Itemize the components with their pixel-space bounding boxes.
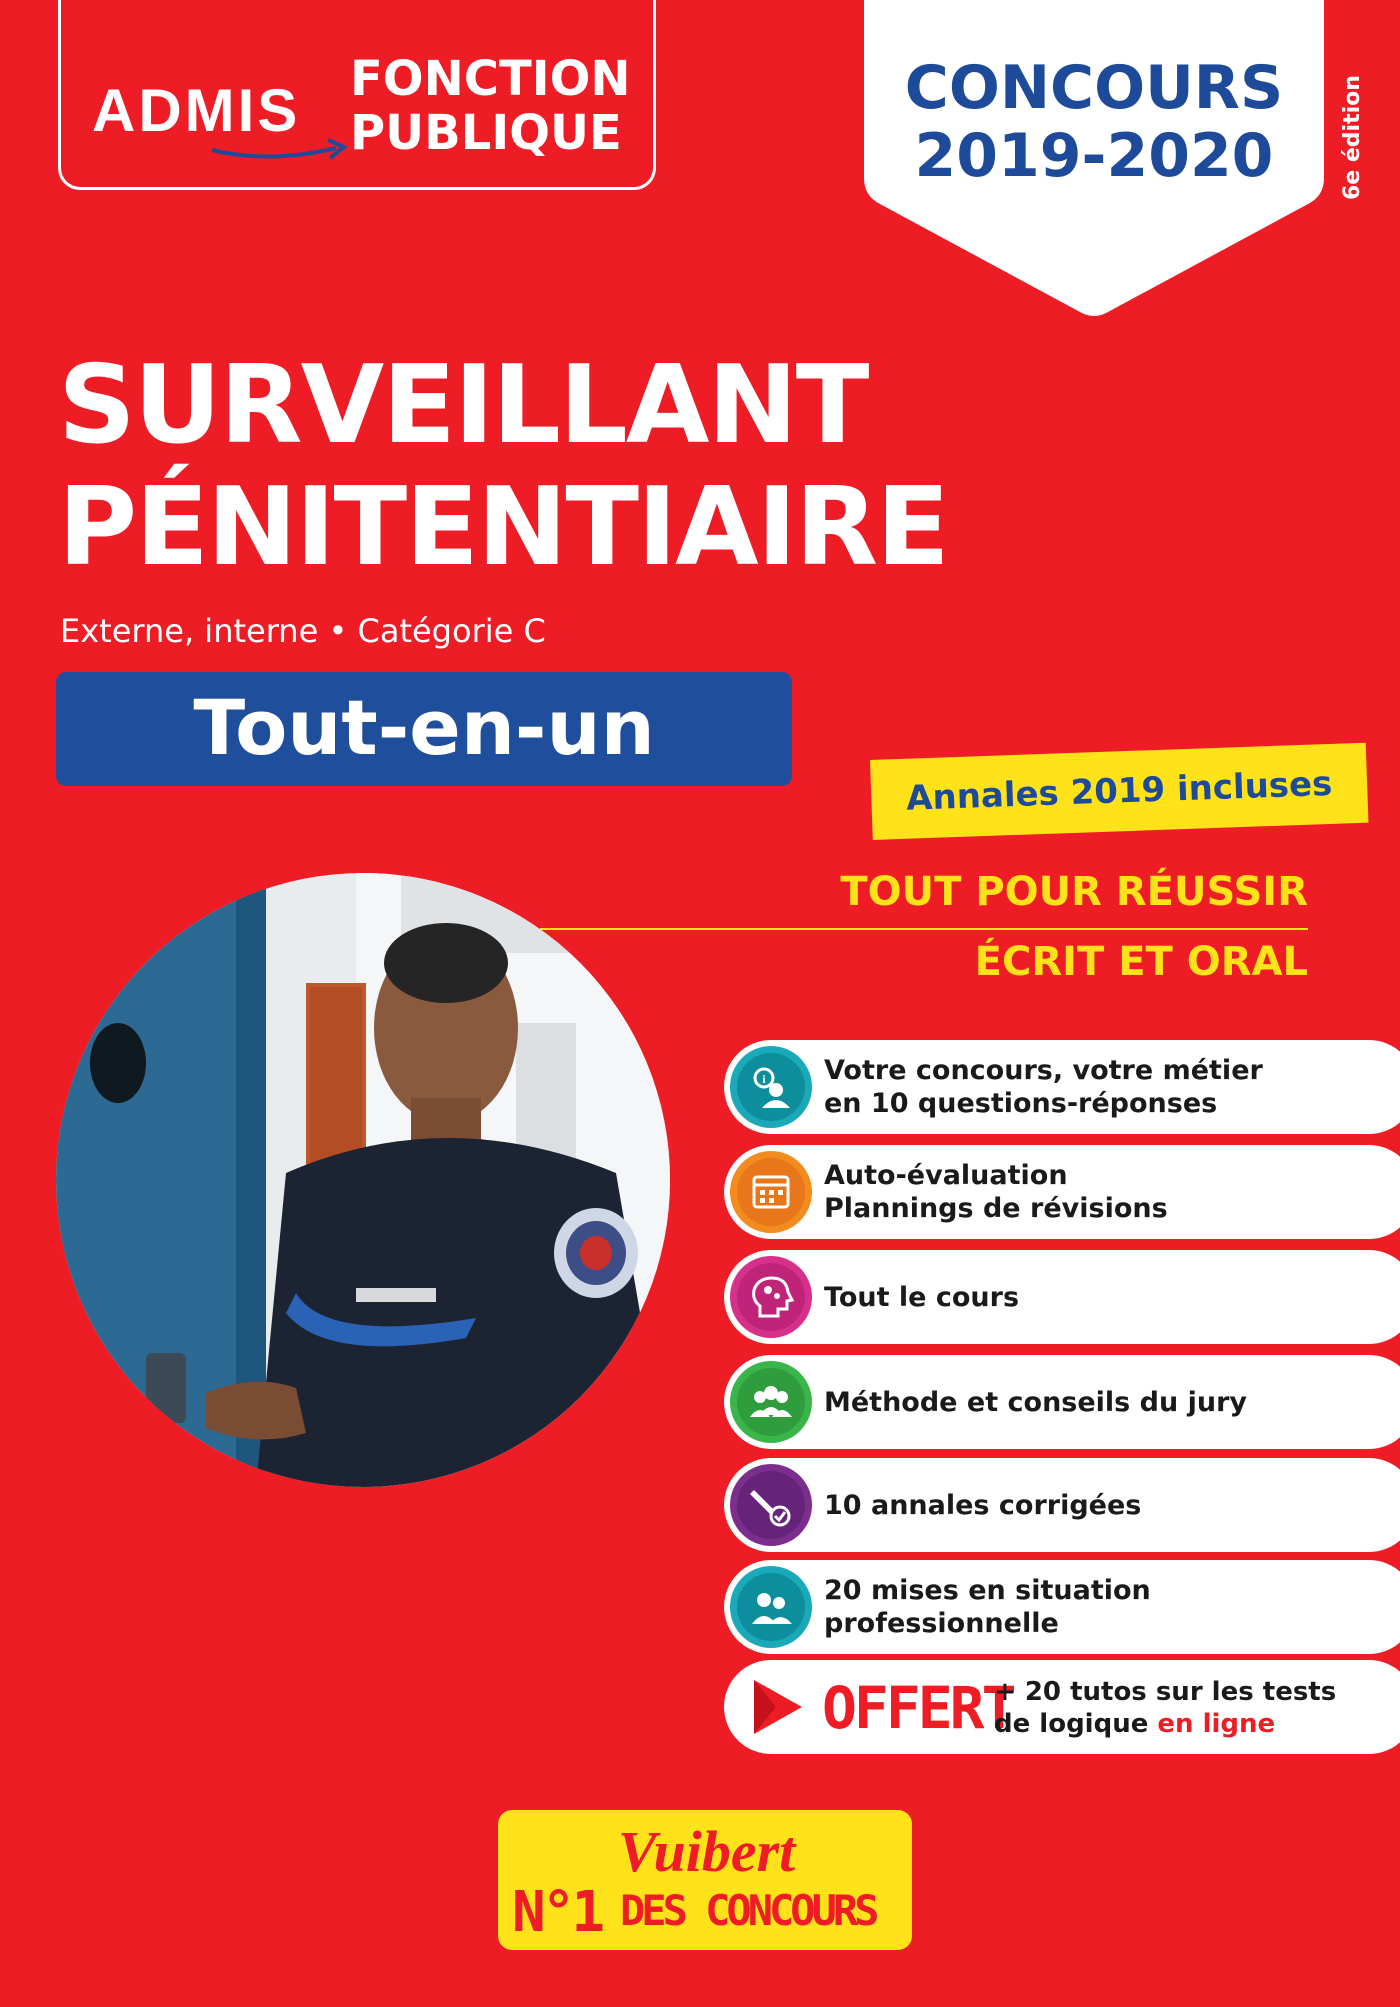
tout-en-un-banner: Tout-en-un: [56, 672, 792, 786]
feature-label: Votre concours, votre métier en 10 questions-réponses: [824, 1055, 1263, 1119]
series-line-1: FONCTION: [350, 51, 631, 107]
concours-period: 2019-2020: [914, 121, 1274, 191]
logo-arrow-icon: [210, 138, 350, 164]
info-person-icon: [730, 1046, 812, 1128]
feature-label: 10 annales corrigées: [824, 1489, 1142, 1521]
offer-online: en ligne: [1157, 1709, 1276, 1739]
feature-item: [724, 1560, 1400, 1654]
edition-number: 6e édition: [1340, 75, 1365, 200]
title-line-1: SURVEILLANT: [58, 343, 868, 468]
feature-item: [724, 1040, 1400, 1134]
pen-check-icon: [730, 1464, 812, 1546]
publisher-claim: DES CONCOURS: [620, 1886, 876, 1935]
publisher-name: Vuibert: [618, 1819, 796, 1884]
tagline-line-1: TOUT POUR RÉUSSIR: [840, 869, 1308, 915]
feature-item: [724, 1355, 1400, 1449]
calendar-icon: [730, 1151, 812, 1233]
book-subtitle: Externe, interne • Catégorie C: [60, 612, 546, 650]
feature-item: [724, 1458, 1400, 1552]
offer-text: [994, 1676, 1336, 1740]
guard-photo: [56, 873, 670, 1487]
concours-label: CONCOURS: [904, 53, 1284, 123]
tagline-divider: [540, 928, 1308, 930]
tagline-line-2: ÉCRIT ET ORAL: [974, 939, 1308, 985]
concours-years: [864, 54, 1324, 190]
brain-gears-icon: [730, 1256, 812, 1338]
series-name: [350, 52, 631, 160]
feature-label: Auto-évaluation Plannings de révisions: [824, 1160, 1168, 1224]
offer-line-1: + 20 tutos sur les tests: [994, 1677, 1337, 1707]
offer-line-2: [994, 1708, 1336, 1740]
publisher-badge: [498, 1810, 912, 1950]
offer-line-2-prefix: de logique: [994, 1709, 1158, 1739]
series-line-2: PUBLIQUE: [350, 105, 622, 161]
offer-pill: [724, 1660, 1400, 1754]
play-icon: [746, 1676, 808, 1738]
svg-text:i: i: [762, 1072, 766, 1086]
offer-word: OFFERT: [822, 1674, 1014, 1742]
book-title: [58, 345, 948, 589]
publisher-rank: N°1: [512, 1880, 602, 1945]
feature-label: Méthode et conseils du jury: [824, 1386, 1247, 1418]
annales-sticker: Annales 2019 incluses: [870, 743, 1368, 840]
title-line-2: PÉNITENTIAIRE: [58, 465, 948, 590]
feature-label: Tout le cours: [824, 1281, 1020, 1313]
group-icon: [730, 1361, 812, 1443]
admis-logo: ADMIS: [92, 77, 301, 144]
feature-item: [724, 1250, 1400, 1344]
people-icon: [730, 1566, 812, 1648]
feature-label: 20 mises en situation professionnelle: [824, 1575, 1151, 1639]
feature-item: [724, 1145, 1400, 1239]
